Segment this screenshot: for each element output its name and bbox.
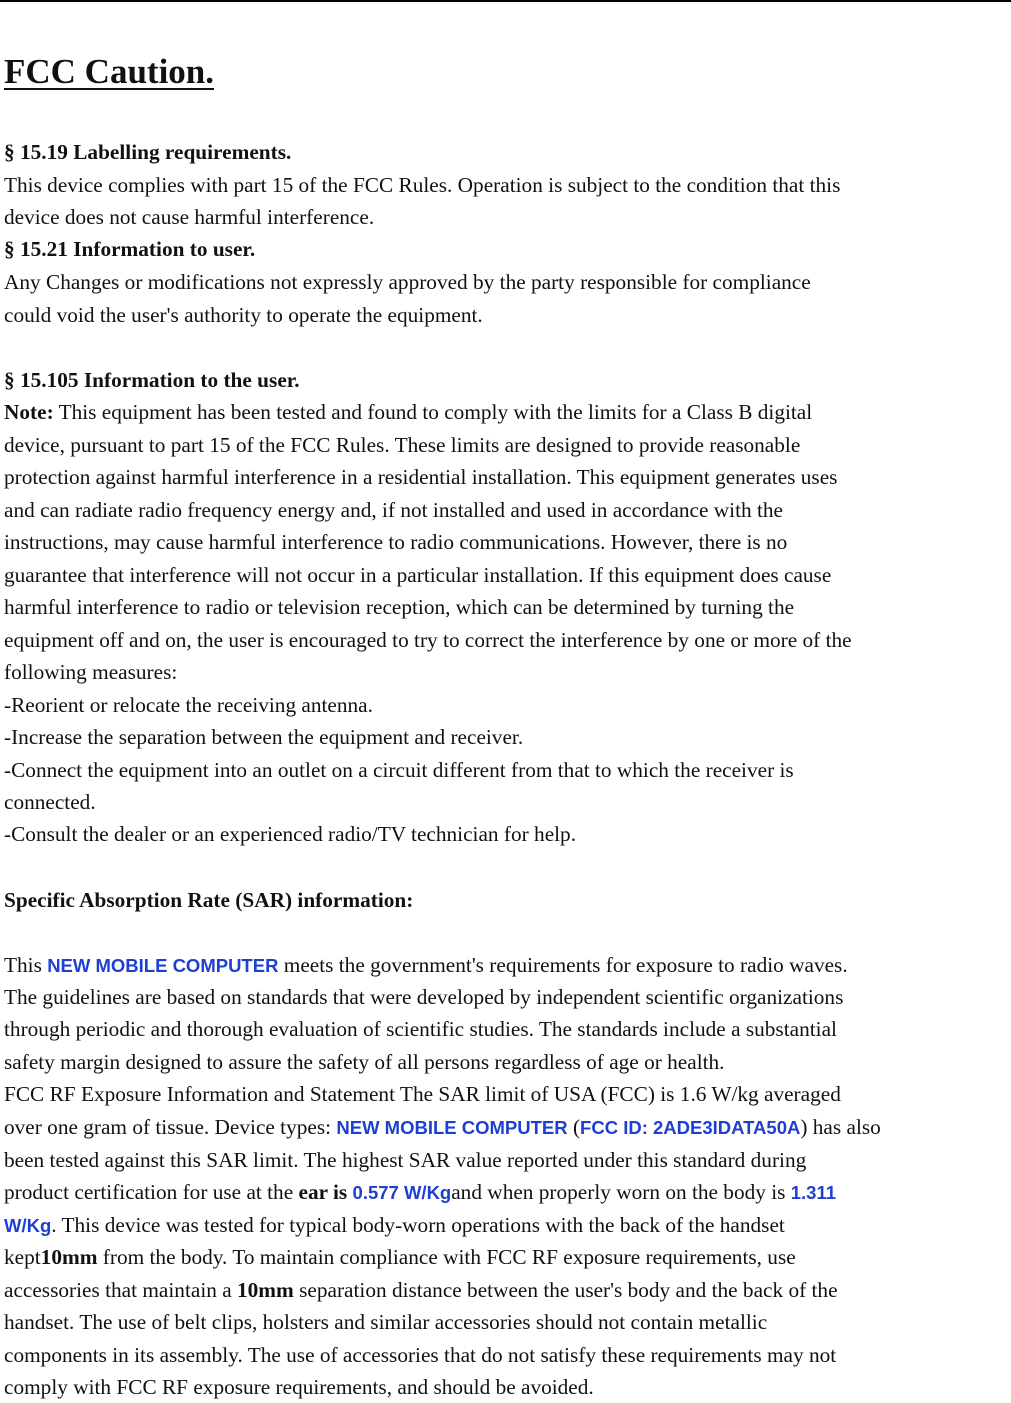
paragraph-line: comply with FCC RF exposure requirements, and should be avoided. <box>4 1375 594 1399</box>
device-name: NEW MOBILE COMPUTER <box>47 955 279 976</box>
paragraph-line: device, pursuant to part 15 of the FCC Rules. These limits are designed to provide reasonable <box>4 433 801 457</box>
paragraph-line <box>4 396 812 428</box>
separation-distance: 10mm <box>40 1245 98 1269</box>
paragraph-line: accessories that maintain a 10mm separation distance between the user's body and the back of the <box>4 1278 838 1302</box>
paragraph-line: The guidelines are based on standards that were developed by independent scientific organizations <box>4 985 844 1009</box>
paragraph-line: guarantee that interference will not occur in a particular installation. If this equipment does cause <box>4 563 832 587</box>
paragraph-line: been tested against this SAR limit. The highest SAR value reported under this standard during <box>4 1148 807 1172</box>
ear-label: ear is <box>298 1180 348 1204</box>
paragraph-line: protection against harmful interference in a residential installation. This equipment generates uses <box>4 465 838 489</box>
list-item-continued: connected. <box>4 790 96 814</box>
paragraph-line: through periodic and thorough evaluation of scientific studies. The standards include a substantial <box>4 1017 837 1041</box>
paragraph-line: following measures: <box>4 660 178 684</box>
fcc-id: FCC ID: 2ADE3IDATA50A <box>580 1117 801 1138</box>
top-rule <box>0 0 1011 2</box>
note-text: This equipment has been tested and found to comply with the limits for a Class B digital <box>53 400 813 424</box>
paragraph-line: FCC RF Exposure Information and Statement The SAR limit of USA (FCC) is 1.6 W/kg averaged <box>4 1082 841 1106</box>
separation-distance: 10mm <box>237 1278 294 1302</box>
paragraph-line: could void the user's authority to operate the equipment. <box>4 303 483 327</box>
body-sar-value: 1.311 <box>790 1182 837 1203</box>
paragraph-line: kept10mm from the body. To maintain compliance with FCC RF exposure requirements, use <box>4 1245 796 1269</box>
section-heading-sar: Specific Absorption Rate (SAR) information: <box>4 888 414 912</box>
paragraph-line: device does not cause harmful interference. <box>4 205 375 229</box>
paragraph-line: instructions, may cause harmful interference to radio communications. However, there is no <box>4 530 788 554</box>
paragraph-line: safety margin designed to assure the safety of all persons regardless of age or health. <box>4 1050 725 1074</box>
note-label: Note: <box>4 400 54 424</box>
paragraph-line: and can radiate radio frequency energy and, if not installed and used in accordance with the <box>4 498 783 522</box>
paragraph-line: Any Changes or modifications not expressly approved by the party responsible for compliance <box>4 270 811 294</box>
device-type: NEW MOBILE COMPUTER <box>336 1117 568 1138</box>
list-item: -Connect the equipment into an outlet on a circuit different from that to which the receiver is <box>4 758 794 782</box>
paragraph-line: product certification for use at the ear is 0.577 W/Kgand when properly worn on the body is 1.311 <box>4 1180 837 1204</box>
ear-sar-value: 0.577 W/Kg <box>352 1182 452 1203</box>
list-item: -Increase the separation between the equipment and receiver. <box>4 725 524 749</box>
paragraph-line: This device complies with part 15 of the FCC Rules. Operation is subject to the condition that this <box>4 173 841 197</box>
section-heading-15-19: § 15.19 Labelling requirements. <box>4 140 292 164</box>
paragraph-line: equipment off and on, the user is encouraged to try to correct the interference by one or more of the <box>4 628 852 652</box>
paragraph-line: harmful interference to radio or television reception, which can be determined by turning the <box>4 595 795 619</box>
paragraph-line: handset. The use of belt clips, holsters and similar accessories should not contain metallic <box>4 1310 768 1334</box>
page-title: FCC Caution. <box>4 52 215 91</box>
list-item: -Reorient or relocate the receiving antenna. <box>4 693 373 717</box>
paragraph-line: W/Kg. This device was tested for typical body-worn operations with the back of the handset <box>4 1213 785 1237</box>
section-heading-15-21: § 15.21 Information to user. <box>4 237 256 261</box>
list-item: -Consult the dealer or an experienced radio/TV technician for help. <box>4 822 577 846</box>
section-heading-15-105: § 15.105 Information to the user. <box>4 368 300 392</box>
paragraph-line: This NEW MOBILE COMPUTER meets the government's requirements for exposure to radio waves. <box>4 953 848 977</box>
body-sar-unit: W/Kg <box>4 1215 52 1236</box>
paragraph-line: components in its assembly. The use of accessories that do not satisfy these requirements may not <box>4 1343 837 1367</box>
paragraph-line: over one gram of tissue. Device types: NEW MOBILE COMPUTER (FCC ID: 2ADE3IDATA50A) has also <box>4 1115 881 1139</box>
